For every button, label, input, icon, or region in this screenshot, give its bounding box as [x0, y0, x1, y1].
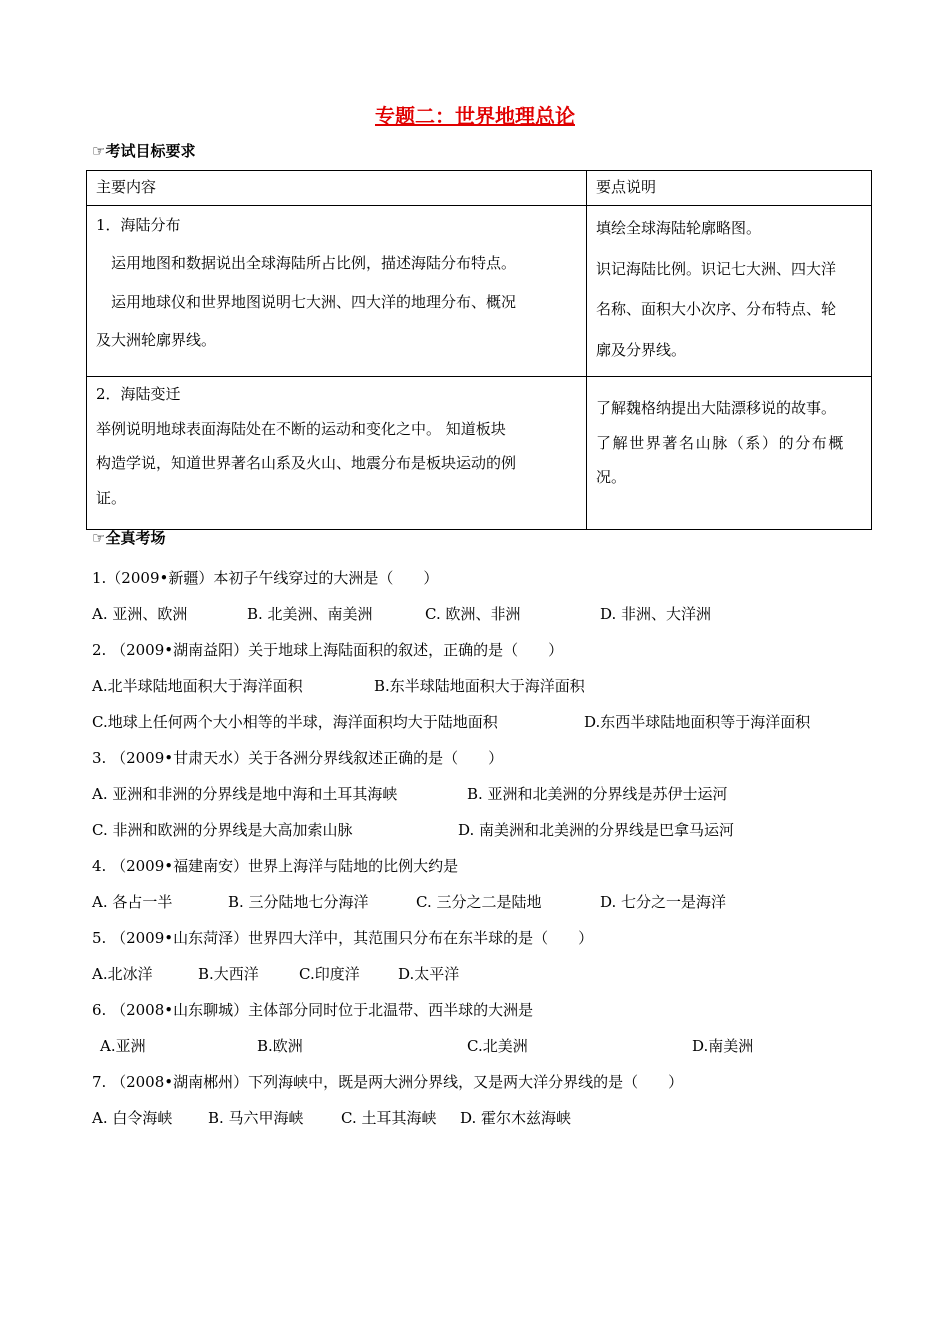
option-row [92, 1100, 872, 1136]
table-cell-content [87, 377, 587, 530]
option: C.印度洋 [299, 965, 360, 983]
section-heading-exam-goals: ☞考试目标要求 [92, 142, 196, 160]
cell-line: 填绘全球海陆轮廓略图。 [596, 219, 762, 237]
table-header-row [87, 171, 872, 206]
cell-line: 及大洲轮廓界线。 [96, 330, 217, 349]
option: B.欧洲 [257, 1037, 303, 1055]
cell-heading: 1．海陆分布 [96, 216, 181, 234]
cell-line: 运用地图和数据说出全球海陆所占比例，描述海陆分布特点。 [111, 254, 517, 273]
option: B. 三分陆地七分海洋 [228, 893, 369, 911]
option: D.南美洲 [692, 1037, 754, 1055]
cell-line: 举例说明地球表面海陆处在不断的运动和变化之中。 知道板块 [96, 419, 506, 438]
option: C.地球上任何两个大小相等的半球，海洋面积均大于陆地面积 [92, 713, 498, 731]
option: D. 霍尔木兹海峡 [460, 1109, 572, 1127]
option: D. 非洲、大洋洲 [600, 605, 712, 623]
option: A. 各占一半 [92, 893, 173, 911]
option: D.东西半球陆地面积等于海洋面积 [584, 713, 811, 731]
cell-line: 证。 [96, 488, 127, 507]
option-row [92, 776, 872, 812]
cell-line: 构造学说，知道世界著名山系及火山、地震分布是板块运动的例 [96, 454, 517, 472]
option: D. 七分之一是海洋 [600, 893, 727, 911]
option: C. 三分之二是陆地 [416, 893, 542, 911]
question-stem: 1.（2009•新疆）本初子午线穿过的大洲是（ ） [92, 569, 439, 587]
option: A.北半球陆地面积大于海洋面积 [92, 677, 303, 695]
option: B. 马六甲海峡 [208, 1109, 304, 1127]
cell-line: 了解魏格纳提出大陆漂移说的故事。 [596, 399, 837, 417]
question-stem: 2. （2009•湖南益阳）关于地球上海陆面积的叙述，正确的是（ ） [92, 641, 564, 659]
option: B.大西洋 [198, 965, 259, 983]
cell-line: 识记海陆比例。识记七大洲、四大洋 [596, 259, 837, 278]
cell-line: 况。 [596, 468, 627, 486]
option-row [92, 812, 872, 848]
cell-line: 廓及分界线。 [596, 340, 687, 359]
question-stem: 5. （2009•山东菏泽）世界四大洋中，其范围只分布在东半球的是（ ） [92, 929, 594, 947]
page-title: 专题二：世界地理总论 [375, 104, 575, 128]
option: D.太平洋 [398, 965, 460, 983]
option: A.北冰洋 [92, 965, 153, 983]
option-row [92, 668, 872, 704]
option: A. 亚洲、欧洲 [92, 605, 188, 623]
cell-line: 运用地球仪和世界地图说明七大洲、四大洋的地理分布、概况 [111, 292, 517, 311]
question-stem: 6. （2008•山东聊城）主体部分同时位于北温带、西半球的大洲是 [92, 1001, 534, 1019]
question-stem: 7. （2008•湖南郴州）下列海峡中，既是两大洲分界线，又是两大洋分界线的是（ ） [92, 1073, 684, 1091]
option-row [92, 704, 872, 740]
table-row [87, 377, 872, 530]
option: A. 亚洲和非洲的分界线是地中海和土耳其海峡 [92, 785, 398, 803]
option: C. 欧洲、非洲 [425, 605, 521, 623]
table-cell-content [87, 206, 587, 377]
question-stem: 4. （2009•福建南安）世界上海洋与陆地的比例大约是 [92, 857, 459, 875]
cell-heading: 2．海陆变迁 [96, 385, 181, 403]
option: A.亚洲 [100, 1037, 146, 1055]
table-header-cell: 要点说明 [587, 171, 872, 206]
option: C. 非洲和欧洲的分界线是大高加索山脉 [92, 821, 353, 839]
option-row [92, 956, 872, 992]
table-row [87, 206, 872, 377]
table-header-cell: 主要内容 [87, 171, 587, 206]
option-row [92, 884, 872, 920]
option-row [92, 596, 872, 632]
question-stem: 3. （2009•甘肃天水）关于各洲分界线叙述正确的是（ ） [92, 749, 504, 767]
option: B. 北美洲、南美洲 [247, 605, 373, 623]
option: B.东半球陆地面积大于海洋面积 [374, 677, 585, 695]
objectives-table [86, 170, 872, 530]
option: D. 南美洲和北美洲的分界线是巴拿马运河 [458, 821, 735, 839]
option-row [92, 1028, 872, 1064]
cell-line: 名称、面积大小次序、分布特点、轮 [596, 300, 837, 318]
question-list [92, 560, 872, 1136]
table-cell-notes [587, 206, 872, 377]
cell-line: 了解世界著名山脉（系）的分布概 [596, 433, 846, 452]
option: C. 土耳其海峡 [341, 1109, 437, 1127]
section-heading-exam: ☞全真考场 [92, 529, 166, 547]
option: B. 亚洲和北美洲的分界线是苏伊士运河 [467, 785, 728, 803]
table-cell-notes [587, 377, 872, 530]
option: A. 白令海峡 [92, 1109, 173, 1127]
option: C.北美洲 [467, 1037, 528, 1055]
